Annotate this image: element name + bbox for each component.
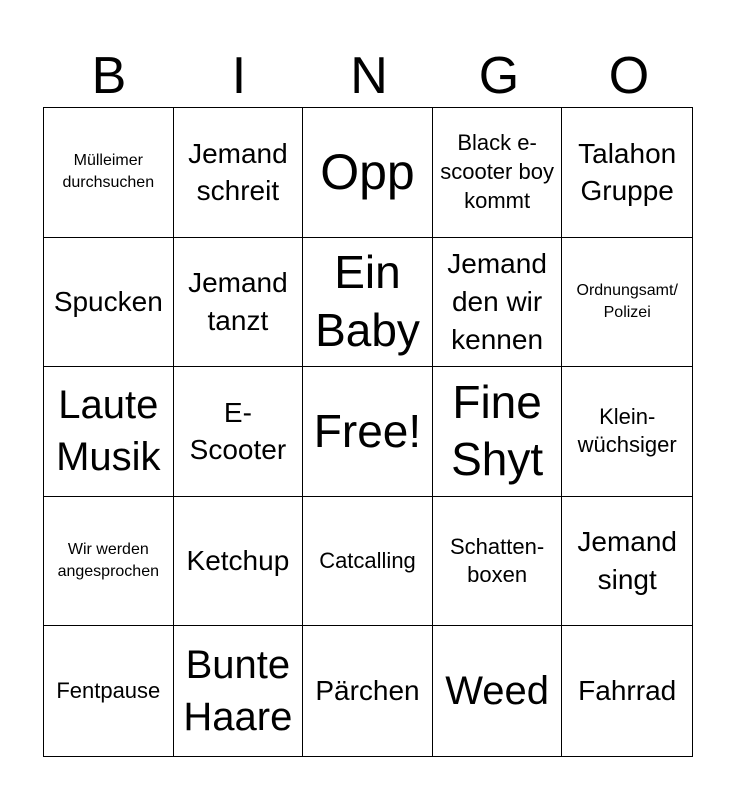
bingo-board bbox=[43, 107, 693, 757]
bingo-cell-4-2[interactable]: Ketchup bbox=[174, 497, 304, 627]
bingo-cell-5-1[interactable]: Fentpause bbox=[44, 626, 174, 756]
bingo-cell-5-4[interactable]: Weed bbox=[433, 626, 563, 756]
bingo-cell-2-3[interactable]: Ein Baby bbox=[303, 238, 433, 368]
bingo-cell-2-2[interactable]: Jemand tanzt bbox=[174, 238, 304, 368]
bingo-cell-2-5[interactable]: Ordnungsamt/ Polizei bbox=[562, 238, 692, 368]
bingo-cell-3-4[interactable]: Fine Shyt bbox=[433, 367, 563, 497]
bingo-cell-1-4[interactable]: Black e-scooter boy kommt bbox=[433, 108, 563, 238]
bingo-cell-5-3[interactable]: Pärchen bbox=[303, 626, 433, 756]
bingo-cell-1-2[interactable]: Jemand schreit bbox=[174, 108, 304, 238]
bingo-cell-4-5[interactable]: Jemand singt bbox=[562, 497, 692, 627]
bingo-cell-2-1[interactable]: Spucken bbox=[44, 238, 174, 368]
bingo-cell-1-1[interactable]: Mülleimer durchsuchen bbox=[44, 108, 174, 238]
bingo-cell-3-5[interactable]: Klein-wüchsiger bbox=[562, 367, 692, 497]
bingo-cell-4-1[interactable]: Wir werden angesprochen bbox=[44, 497, 174, 627]
bingo-cell-5-5[interactable]: Fahrrad bbox=[578, 675, 677, 707]
bingo-cell-2-4[interactable]: Jemand den wir kennen bbox=[433, 238, 563, 368]
bingo-cell-4-4[interactable]: Schatten-boxen bbox=[433, 497, 563, 627]
bingo-cell-3-1[interactable]: Laute Musik bbox=[44, 367, 174, 497]
bingo-cell-1-5[interactable]: Talahon Gruppe bbox=[562, 108, 692, 238]
header-letter-b: B bbox=[91, 47, 127, 105]
bingo-cell-5-2[interactable]: Bunte Haare bbox=[174, 626, 304, 756]
header-letter-n: N bbox=[350, 47, 388, 105]
bingo-cell-4-3[interactable]: Catcalling bbox=[303, 497, 433, 627]
bingo-cell-3-2[interactable]: E-Scooter bbox=[174, 367, 304, 497]
header-letter-i: I bbox=[231, 47, 247, 105]
bingo-cell-3-3-free[interactable]: Free! bbox=[303, 367, 433, 497]
bingo-header bbox=[44, 44, 694, 108]
bingo-cell-1-3[interactable]: Opp bbox=[303, 108, 433, 238]
header-letter-g: G bbox=[478, 47, 520, 105]
header-letter-o: O bbox=[608, 47, 650, 105]
